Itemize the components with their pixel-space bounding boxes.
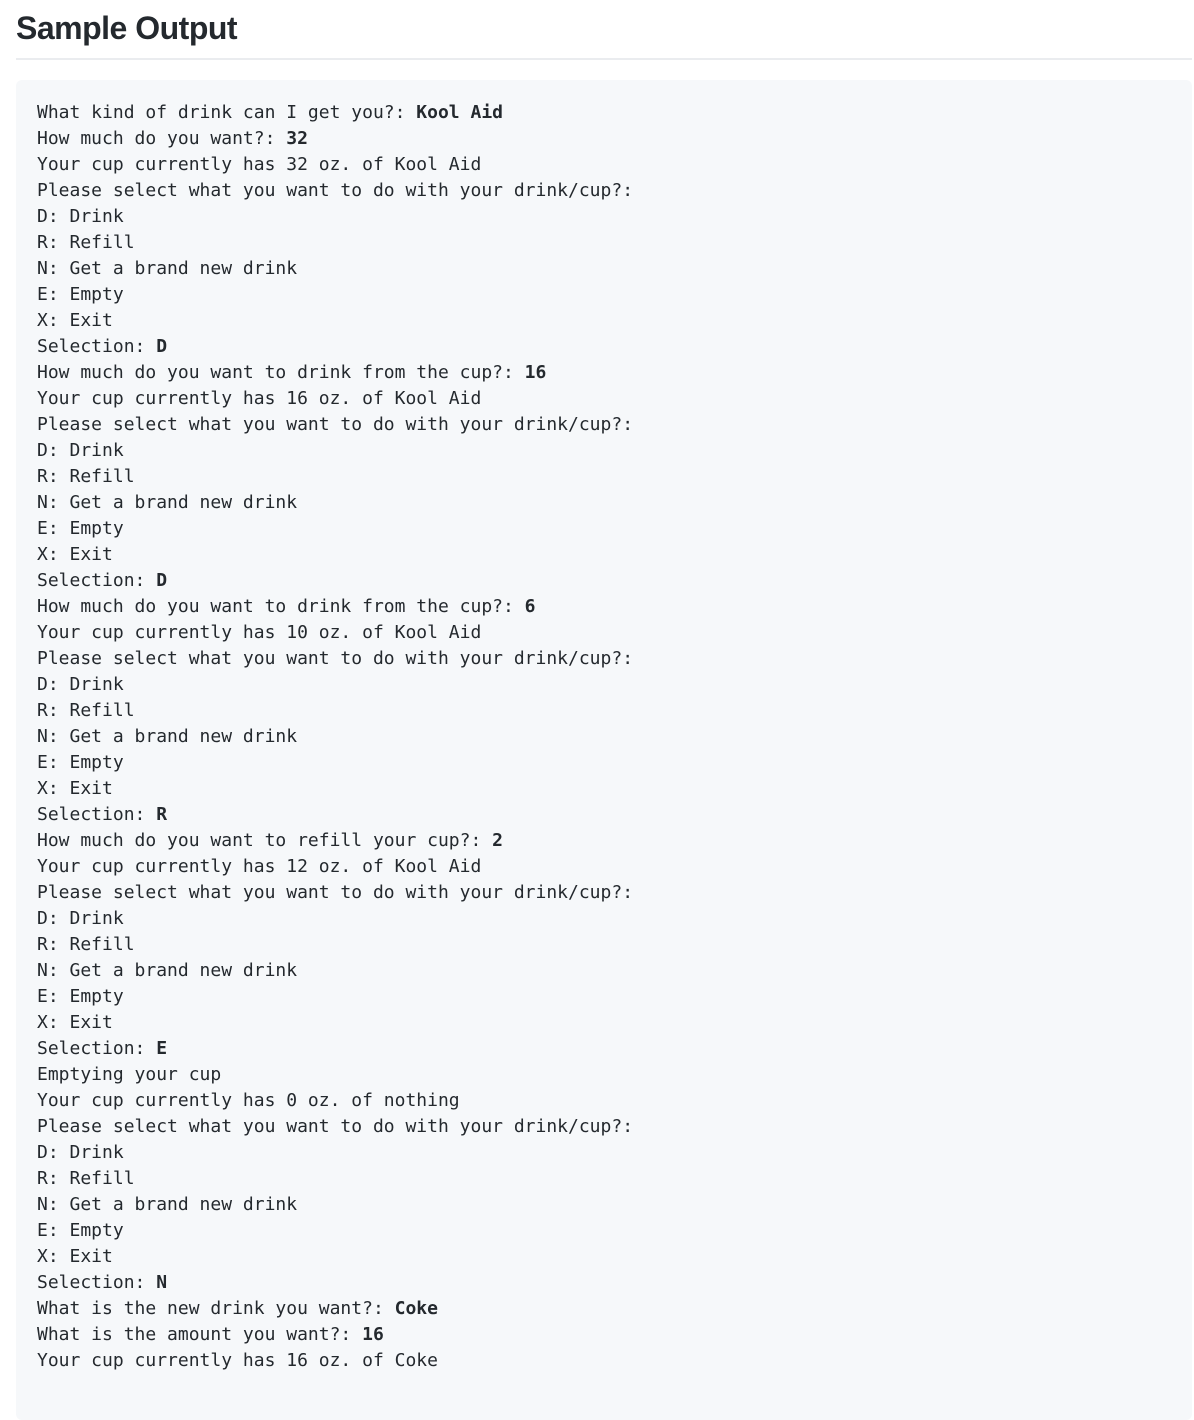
console-line xyxy=(37,1218,1171,1244)
console-line xyxy=(37,100,1171,126)
console-prompt-text: Please select what you want to do with your drink/cup?: xyxy=(37,1116,634,1137)
console-line xyxy=(37,1348,1171,1374)
console-line xyxy=(37,1296,1171,1322)
console-line xyxy=(37,464,1171,490)
console-prompt-text: Selection: xyxy=(37,804,157,825)
console-line xyxy=(37,360,1171,386)
console-line xyxy=(37,984,1171,1010)
console-output xyxy=(37,100,1171,1374)
console-line xyxy=(37,542,1171,568)
console-prompt-text: D: Drink xyxy=(37,1142,124,1163)
console-line xyxy=(37,932,1171,958)
console-line xyxy=(37,1244,1171,1270)
console-user-input: Coke xyxy=(394,1298,438,1319)
console-prompt-text: E: Empty xyxy=(37,518,124,539)
console-prompt-text: E: Empty xyxy=(37,752,124,773)
console-prompt-text: Please select what you want to do with your drink/cup?: xyxy=(37,414,634,435)
console-prompt-text: N: Get a brand new drink xyxy=(37,726,298,747)
console-prompt-text: How much do you want to drink from the cup?: xyxy=(37,362,525,383)
console-prompt-text: D: Drink xyxy=(37,440,124,461)
console-prompt-text: Your cup currently has 12 oz. of Kool Aid xyxy=(37,856,482,877)
console-prompt-text: Selection: xyxy=(37,336,157,357)
console-line xyxy=(37,880,1171,906)
console-prompt-text: What is the amount you want?: xyxy=(37,1324,363,1345)
console-prompt-text: How much do you want to drink from the cup?: xyxy=(37,596,525,617)
console-line xyxy=(37,854,1171,880)
console-prompt-text: X: Exit xyxy=(37,544,113,565)
console-line xyxy=(37,1140,1171,1166)
console-user-input: 16 xyxy=(524,362,547,383)
heading-divider xyxy=(16,58,1192,60)
console-user-input: D xyxy=(156,336,168,357)
console-prompt-text: N: Get a brand new drink xyxy=(37,1194,298,1215)
console-line xyxy=(37,594,1171,620)
console-line xyxy=(37,828,1171,854)
console-line xyxy=(37,1036,1171,1062)
console-line xyxy=(37,1114,1171,1140)
console-line xyxy=(37,906,1171,932)
console-line xyxy=(37,568,1171,594)
console-line xyxy=(37,620,1171,646)
console-prompt-text: X: Exit xyxy=(37,1246,113,1267)
console-prompt-text: Please select what you want to do with your drink/cup?: xyxy=(37,882,634,903)
console-line xyxy=(37,1270,1171,1296)
console-prompt-text: N: Get a brand new drink xyxy=(37,258,298,279)
console-line xyxy=(37,1088,1171,1114)
console-prompt-text: Selection: xyxy=(37,1272,157,1293)
console-prompt-text: D: Drink xyxy=(37,206,124,227)
console-prompt-text: Your cup currently has 16 oz. of Kool Aid xyxy=(37,388,482,409)
console-user-input: Kool Aid xyxy=(416,102,503,123)
console-prompt-text: E: Empty xyxy=(37,284,124,305)
console-line xyxy=(37,1010,1171,1036)
console-line xyxy=(37,802,1171,828)
console-prompt-text: R: Refill xyxy=(37,1168,135,1189)
console-line xyxy=(37,516,1171,542)
console-line xyxy=(37,126,1171,152)
console-prompt-text: X: Exit xyxy=(37,1012,113,1033)
console-line xyxy=(37,490,1171,516)
console-prompt-text: Your cup currently has 32 oz. of Kool Aid xyxy=(37,154,482,175)
console-prompt-text: E: Empty xyxy=(37,986,124,1007)
console-user-input: D xyxy=(156,570,168,591)
console-prompt-text: Emptying your cup xyxy=(37,1064,222,1085)
console-prompt-text: What is the new drink you want?: xyxy=(37,1298,395,1319)
console-line xyxy=(37,230,1171,256)
console-line xyxy=(37,256,1171,282)
console-prompt-text: E: Empty xyxy=(37,1220,124,1241)
console-line xyxy=(37,1192,1171,1218)
console-user-input: 6 xyxy=(524,596,536,617)
console-prompt-text: N: Get a brand new drink xyxy=(37,960,298,981)
console-line xyxy=(37,646,1171,672)
console-prompt-text: D: Drink xyxy=(37,674,124,695)
section-heading: Sample Output xyxy=(16,10,238,46)
console-prompt-text: Please select what you want to do with your drink/cup?: xyxy=(37,180,634,201)
console-prompt-text: How much do you want to refill your cup?: xyxy=(37,830,493,851)
console-line xyxy=(37,750,1171,776)
console-user-input: N xyxy=(156,1272,168,1293)
console-line xyxy=(37,152,1171,178)
console-user-input: 32 xyxy=(286,128,308,149)
console-user-input: R xyxy=(156,804,168,825)
console-line xyxy=(37,724,1171,750)
console-line xyxy=(37,386,1171,412)
console-prompt-text: Selection: xyxy=(37,1038,157,1059)
console-prompt-text: Your cup currently has 16 oz. of Coke xyxy=(37,1350,438,1371)
console-prompt-text: R: Refill xyxy=(37,466,135,487)
console-prompt-text: Your cup currently has 10 oz. of Kool Aid xyxy=(37,622,482,643)
console-line xyxy=(37,412,1171,438)
console-line xyxy=(37,698,1171,724)
console-prompt-text: X: Exit xyxy=(37,310,113,331)
console-prompt-text: Your cup currently has 0 oz. of nothing xyxy=(37,1090,460,1111)
sample-output-code-block xyxy=(16,80,1192,1420)
console-line xyxy=(37,776,1171,802)
console-line xyxy=(37,204,1171,230)
console-line xyxy=(37,308,1171,334)
console-line xyxy=(37,438,1171,464)
console-line xyxy=(37,958,1171,984)
console-line xyxy=(37,1322,1171,1348)
console-prompt-text: Please select what you want to do with your drink/cup?: xyxy=(37,648,634,669)
console-prompt-text: X: Exit xyxy=(37,778,113,799)
console-prompt-text: What kind of drink can I get you?: xyxy=(37,102,417,123)
console-line xyxy=(37,178,1171,204)
console-line xyxy=(37,1062,1171,1088)
console-prompt-text: R: Refill xyxy=(37,232,135,253)
console-line xyxy=(37,334,1171,360)
console-line xyxy=(37,282,1171,308)
console-user-input: E xyxy=(156,1038,168,1059)
console-user-input: 16 xyxy=(362,1324,384,1345)
console-line xyxy=(37,672,1171,698)
console-prompt-text: R: Refill xyxy=(37,934,135,955)
console-prompt-text: R: Refill xyxy=(37,700,135,721)
console-line xyxy=(37,1166,1171,1192)
console-prompt-text: D: Drink xyxy=(37,908,124,929)
console-prompt-text: N: Get a brand new drink xyxy=(37,492,298,513)
console-user-input: 2 xyxy=(492,830,503,851)
console-prompt-text: How much do you want?: xyxy=(37,128,287,149)
console-prompt-text: Selection: xyxy=(37,570,157,591)
